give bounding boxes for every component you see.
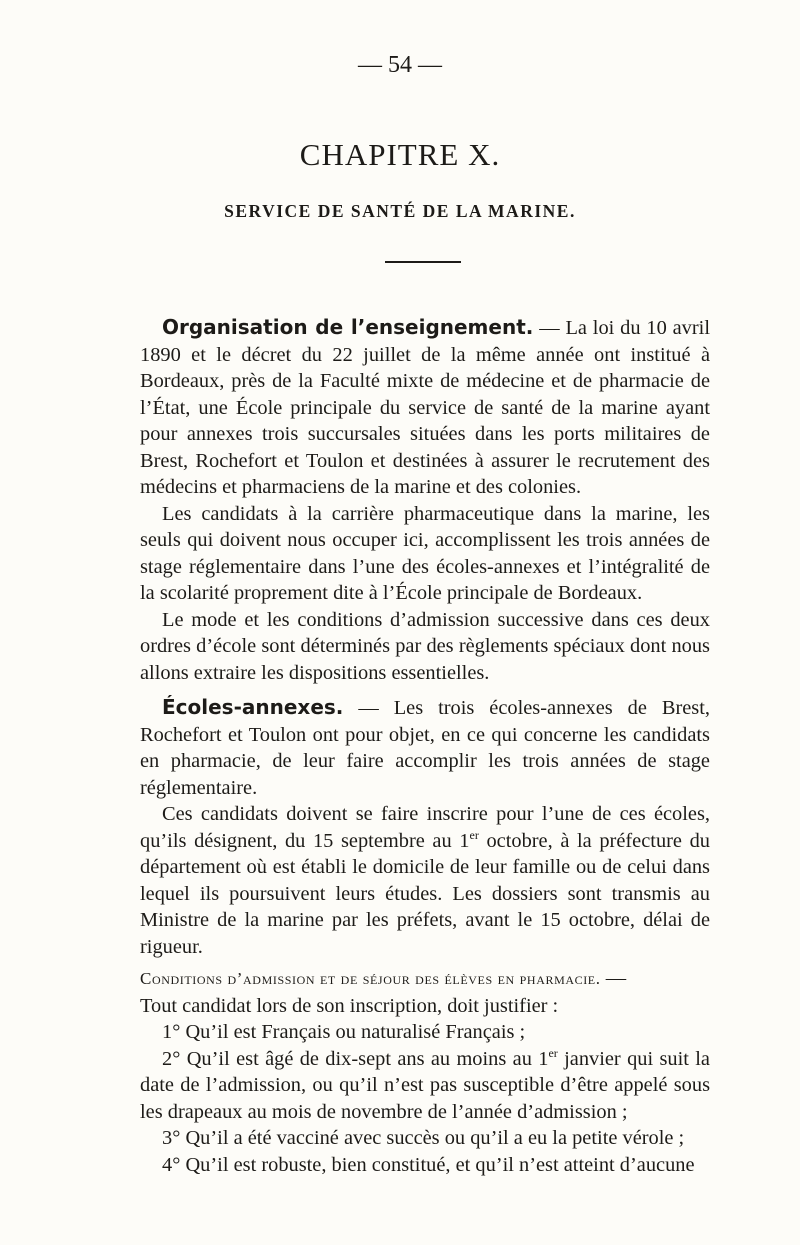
condition-item-2 [140,1046,710,1126]
paragraph-text: 2° Qu’il est âgé de dix-sept ans au moins au 1 [162,1047,549,1070]
chapter-subtitle: SERVICE DE SANTÉ DE LA MARINE. [224,201,576,221]
paragraph-text: Les trois écoles-annexes de Brest, Rochefort et Toulon ont pour objet, en ce qui concerne les candidats en pharmacie, de leur faire accomplir les trois années de stage réglementaire. [140,697,710,799]
condition-item-4: 4° Qu’il est robuste, bien constitué, et qu’il n’est atteint d’aucune [162,1153,695,1176]
paragraph-text: octobre, à la préfecture du département où est établi le domicile de leur famille ou de celui dans lequel ils poursuivent leurs études. Les dossiers sont transmis au Ministre de la marine par les préfets, avant le 15 octobre, délai de rigueur. [140,829,711,958]
paragraph-ecoles-1 [140,694,710,801]
paragraph-text: Ces candidats doivent se faire inscrire pour l’une de ces écoles, qu’ils désignent, du 15 septembre au 1 [140,803,710,852]
page-number: — 54 — [358,52,442,78]
superscript: er [469,827,479,842]
heading-conditions-line [140,965,710,993]
heading-dash: — [600,967,627,989]
heading-ecoles-annexes: Écoles-annexes. [162,695,344,719]
paragraph-organisation-2: Les candidats à la carrière pharmaceutique dans la marine, les seuls qui doivent nous occuper ici, accomplissent les trois années de stage réglementaire dans l’une des écoles-annexes et l’intégralité de la scolarité proprement dite à l’École principale de Bordeaux. [140,502,710,604]
paragraph-text: janvier qui suit la date de l’admission, ou qu’il n’est pas susceptible d’être appelé sous les drapeaux au mois de novembre de l’année d’admission ; [140,1047,710,1123]
body-text [140,314,710,1178]
heading-conditions: Conditions d’admission et de séjour des élèves en pharmacie. [140,969,601,988]
condition-item-1: 1° Qu’il est Français ou naturalisé Français ; [162,1021,526,1043]
heading-organisation: Organisation de l’enseignement. [162,315,534,339]
section-divider [385,261,461,263]
paragraph-organisation-1 [140,314,710,501]
superscript: er [548,1045,558,1060]
paragraph-organisation-3: Le mode et les conditions d’admission successive dans ces deux ordres d’école sont déterminés par des règlements spéciaux dont nous allons extraire les dispositions essentielles. [140,608,710,684]
chapter-title: CHAPITRE X. [299,137,501,172]
heading-dash: — [533,317,566,339]
paragraph-text: La loi du 10 avril 1890 et le décret du 22 juillet de la même année ont institué à Bordeaux, près de la Faculté mixte de médecine et de pharmacie de l’État, une École principale du service de santé de la marine ayant pour annexes trois succursales situées dans les ports militaires de Brest, Rochefort et Toulon et destinées à assurer le recrutement des médecins et pharmaciens de la marine et des colonies. [140,317,710,498]
condition-item-3: 3° Qu’il a été vacciné avec succès ou qu’il a eu la petite vérole ; [162,1127,685,1149]
heading-dash: — [343,697,394,719]
conditions-intro: Tout candidat lors de son inscription, doit justifier : [140,994,559,1017]
paragraph-ecoles-2 [140,801,710,960]
